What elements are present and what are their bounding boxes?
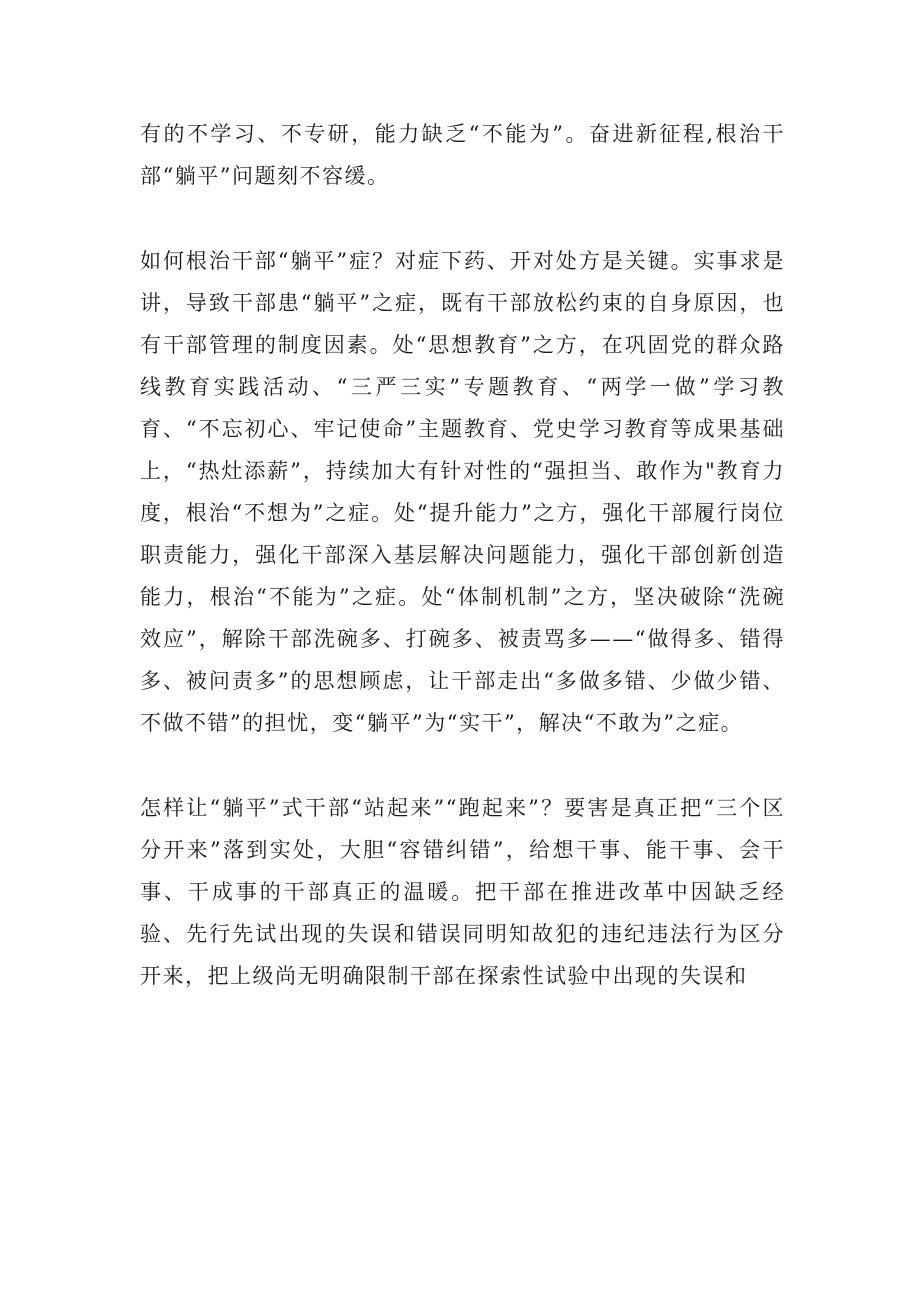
document-body bbox=[140, 113, 785, 997]
paragraph-3: 怎样让“躺平”式干部“站起来”“跑起来”？要害是真正把“三个区分开来”落到实处，大胆“容错纠错”，给想干事、能干事、会干事、干成事的干部真正的温暖。把干部在推进改革中因缺乏经验、先行先试出现的失误和错误同明知故犯的违纪违法行为区分开来，把上级尚无明确限制干部在探索性试验中出现的失误和 bbox=[140, 796, 785, 988]
paragraph-2: 如何根治干部“躺平”症？对症下药、开对处方是关键。实事求是讲，导致干部患“躺平”之症，既有干部放松约束的自身原因，也有干部管理的制度因素。处“思想教育”之方，在巩固党的群众路线教育实践活动、“三严三实”专题教育、“两学一做”学习教育、“不忘初心、牢记使命”主题教育、党史学习教育等成果基础上，“热灶添薪”，持续加大有针对性的“强担当、敢作为"教育力度，根治“不想为”之症。处“提升能力”之方，强化干部履行岗位职责能力，强化干部深入基层解决问题能力，强化干部创新创造能力，根治“不能为”之症。处“体制机制”之方，坚决破除“洗碗效应”，解除干部洗碗多、打碗多、被责骂多——“做得多、错得多、被问责多”的思想顾虑，让干部走出“多做多错、少做少错、不做不错”的担忧，变“躺平”为“实干”，解决“不敢为”之症。 bbox=[140, 249, 785, 735]
paragraph-1: 有的不学习、不专研，能力缺乏“不能为”。奋进新征程,根治干部“躺平”问题刻不容缓。 bbox=[140, 122, 785, 188]
